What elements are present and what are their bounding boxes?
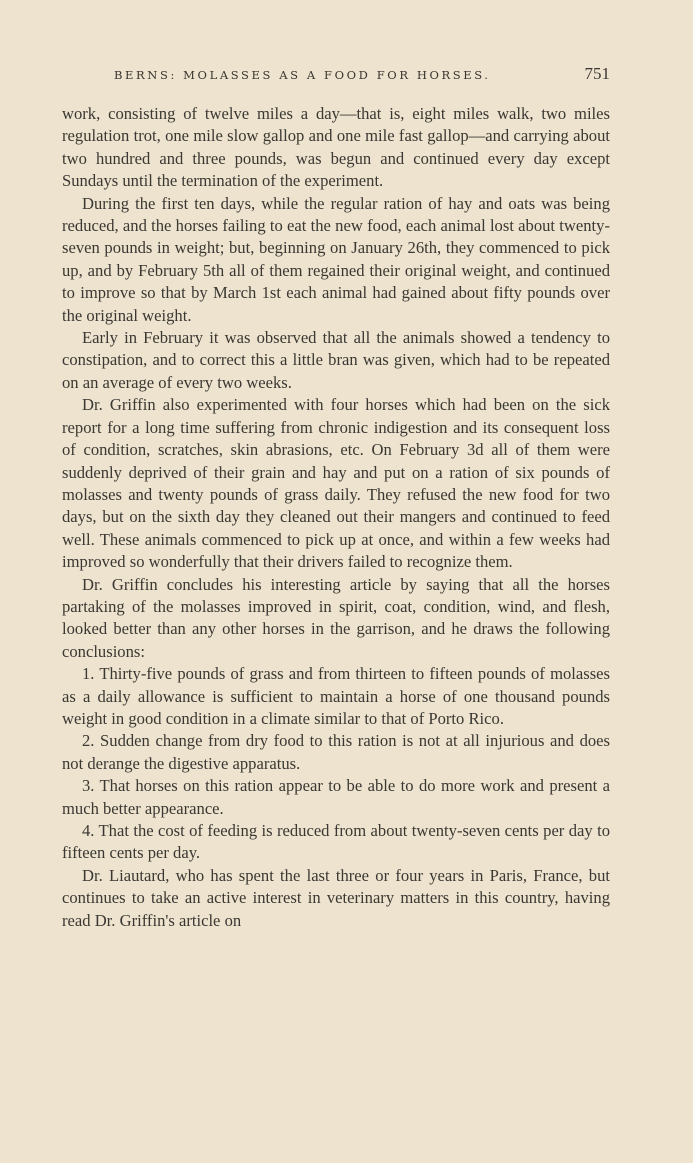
conclusion-item-2: 2. Sudden change from dry food to this ration is not at all injurious and does not derange the digestive apparatus. bbox=[62, 731, 610, 773]
conclusion-item-1: 1. Thirty-five pounds of grass and from thirteen to fifteen pounds of molasses as a daily allowance is sufficient to maintain a horse of one thousand pounds weight in good condition in a climate similar to that of Porto Rico. bbox=[62, 664, 610, 728]
paragraph-sick-horses: Dr. Griffin also experimented with four horses which had been on the sick report for a long time suffering from chronic indigestion and its consequent loss of condition, scratches, skin abrasions, etc. On February 3d all of them were suddenly deprived of their grain and hay and put on a ration of six pounds of molasses and twenty pounds of grass daily. They refused the new food for two days, but on the sixth day they cleaned out their mangers and continued to feed well. These animals commenced to pick up at once, and within a few weeks had improved so wonderfully that their drivers failed to recognize them. bbox=[62, 395, 610, 572]
paragraph-liautard: Dr. Liautard, who has spent the last three or four years in Paris, France, but continues to take an active interest in veterinary matters in this country, having read Dr. Griffin's article on bbox=[62, 865, 610, 930]
conclusion-item-3: 3. That horses on this ration appear to be able to do more work and present a much better appearance. bbox=[62, 776, 610, 818]
paragraph-constipation: Early in February it was observed that all the animals showed a tendency to constipation, and to correct this a little bran was given, which had to be repeated on an average of every two weeks. bbox=[62, 328, 610, 392]
paragraph-first-ten-days: During the first ten days, while the regular ration of hay and oats was being reduced, and the horses failing to eat the new food, each animal lost about twenty-seven pounds in weight; but, beginning on January 26th, they commenced to pick up, and by February 5th all of them regained their original weight, and continued to improve so that by March 1st each animal had gained about fifty pounds over the original weight. bbox=[62, 193, 610, 325]
conclusion-item-4: 4. That the cost of feeding is reduced from about twenty-seven cents per day to fifteen cents per day. bbox=[62, 821, 610, 863]
page-number: 751 bbox=[584, 64, 610, 83]
paragraph-conclusions-intro: Dr. Griffin concludes his interesting article by saying that all the horses partaking of the molasses improved in spirit, coat, condition, wind, and flesh, looked better than any other horses in the garrison, and he draws the following conclusions: bbox=[62, 574, 610, 661]
body-text bbox=[62, 103, 610, 932]
running-title: BERNS: MOLASSES AS A FOOD FOR HORSES. bbox=[114, 68, 491, 82]
paragraph-continued-work: work, consisting of twelve miles a day—that is, eight miles walk, two miles regulation trot, one mile slow gallop and one mile fast gallop—and carrying about two hundred and three pounds, was begun and continued every day except Sundays until the termination of the experiment. bbox=[62, 104, 610, 191]
